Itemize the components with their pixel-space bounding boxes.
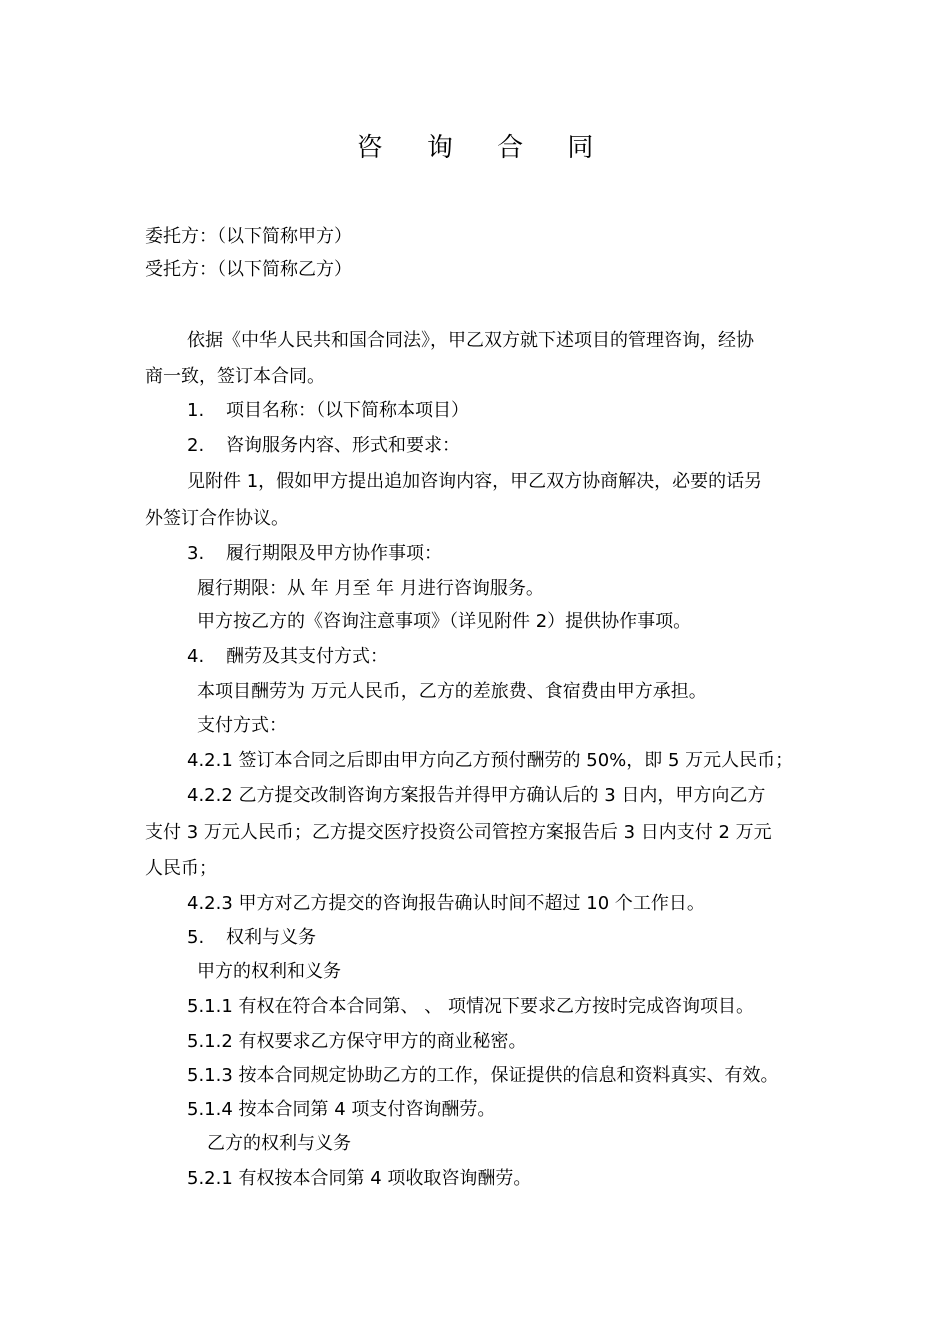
clause-5-1-3: 5.1.3 按本合同规定协助乙方的工作，保证提供的信息和资料真实、有效。 xyxy=(187,1065,779,1086)
clause-4-2-2-line-2: 支付 3 万元人民币；乙方提交医疗投资公司管控方案报告后 3 日内支付 2 万元 xyxy=(145,822,772,843)
section-number: 2. xyxy=(187,435,205,456)
section-1-text: 项目名称：（以下简称本项目） xyxy=(226,400,469,421)
section-number: 4. xyxy=(187,646,205,667)
section-4-heading xyxy=(187,640,388,674)
document-title: 咨 询 合 同 xyxy=(356,133,612,163)
section-number: 5. xyxy=(187,927,205,948)
section-3-text: 履行期限及甲方协作事项： xyxy=(226,543,442,564)
section-4-payment-heading: 支付方式： xyxy=(197,715,287,736)
clause-4-2-3: 4.2.3 甲方对乙方提交的咨询报告确认时间不超过 10 个工作日。 xyxy=(187,893,705,914)
section-2-heading xyxy=(187,429,460,463)
section-4-fee: 本项目酬劳为 万元人民币，乙方的差旅费、食宿费由甲方承担。 xyxy=(197,681,707,702)
section-5-text: 权利与义务 xyxy=(226,927,316,948)
section-3-cooperation: 甲方按乙方的《咨询注意事项》（详见附件 2）提供协作事项。 xyxy=(197,611,692,632)
clause-4-2-1: 4.2.1 签订本合同之后即由甲方向乙方预付酬劳的 50%，即 5 万元人民币； xyxy=(187,750,794,771)
section-2-body-2: 外签订合作协议。 xyxy=(145,508,289,529)
clause-4-2-2-line-1: 4.2.2 乙方提交改制咨询方案报告并得甲方确认后的 3 日内，甲方向乙方 xyxy=(187,785,766,806)
section-5-2-heading: 乙方的权利与义务 xyxy=(207,1133,351,1154)
client-line: 委托方：（以下简称甲方） xyxy=(145,226,352,247)
intro-line-1: 依据《中华人民共和国合同法》，甲乙双方就下述项目的管理咨询，经协 xyxy=(187,330,754,351)
trustee-line: 受托方：（以下简称乙方） xyxy=(145,259,352,280)
section-5-1-heading: 甲方的权利和义务 xyxy=(197,961,341,982)
section-5-heading xyxy=(187,921,316,955)
clause-5-1-4: 5.1.4 按本合同第 4 项支付咨询酬劳。 xyxy=(187,1099,496,1120)
section-3-heading xyxy=(187,537,442,571)
section-2-body-1: 见附件 1，假如甲方提出追加咨询内容，甲乙双方协商解决，必要的话另 xyxy=(187,471,763,492)
section-2-text: 咨询服务内容、形式和要求： xyxy=(226,435,460,456)
intro-line-2: 商一致，签订本合同。 xyxy=(145,366,325,387)
section-4-text: 酬劳及其支付方式： xyxy=(226,646,388,667)
clause-4-2-2-line-3: 人民币； xyxy=(145,858,217,879)
section-number: 3. xyxy=(187,543,205,564)
clause-5-2-1: 5.2.1 有权按本合同第 4 项收取咨询酬劳。 xyxy=(187,1168,532,1189)
clause-5-1-1: 5.1.1 有权在符合本合同第、 、 项情况下要求乙方按时完成咨询项目。 xyxy=(187,996,754,1017)
section-3-term: 履行期限：从 年 月至 年 月进行咨询服务。 xyxy=(197,578,544,599)
clause-5-1-2: 5.1.2 有权要求乙方保守甲方的商业秘密。 xyxy=(187,1031,527,1052)
section-number: 1. xyxy=(187,400,205,421)
section-1-heading xyxy=(187,394,469,428)
